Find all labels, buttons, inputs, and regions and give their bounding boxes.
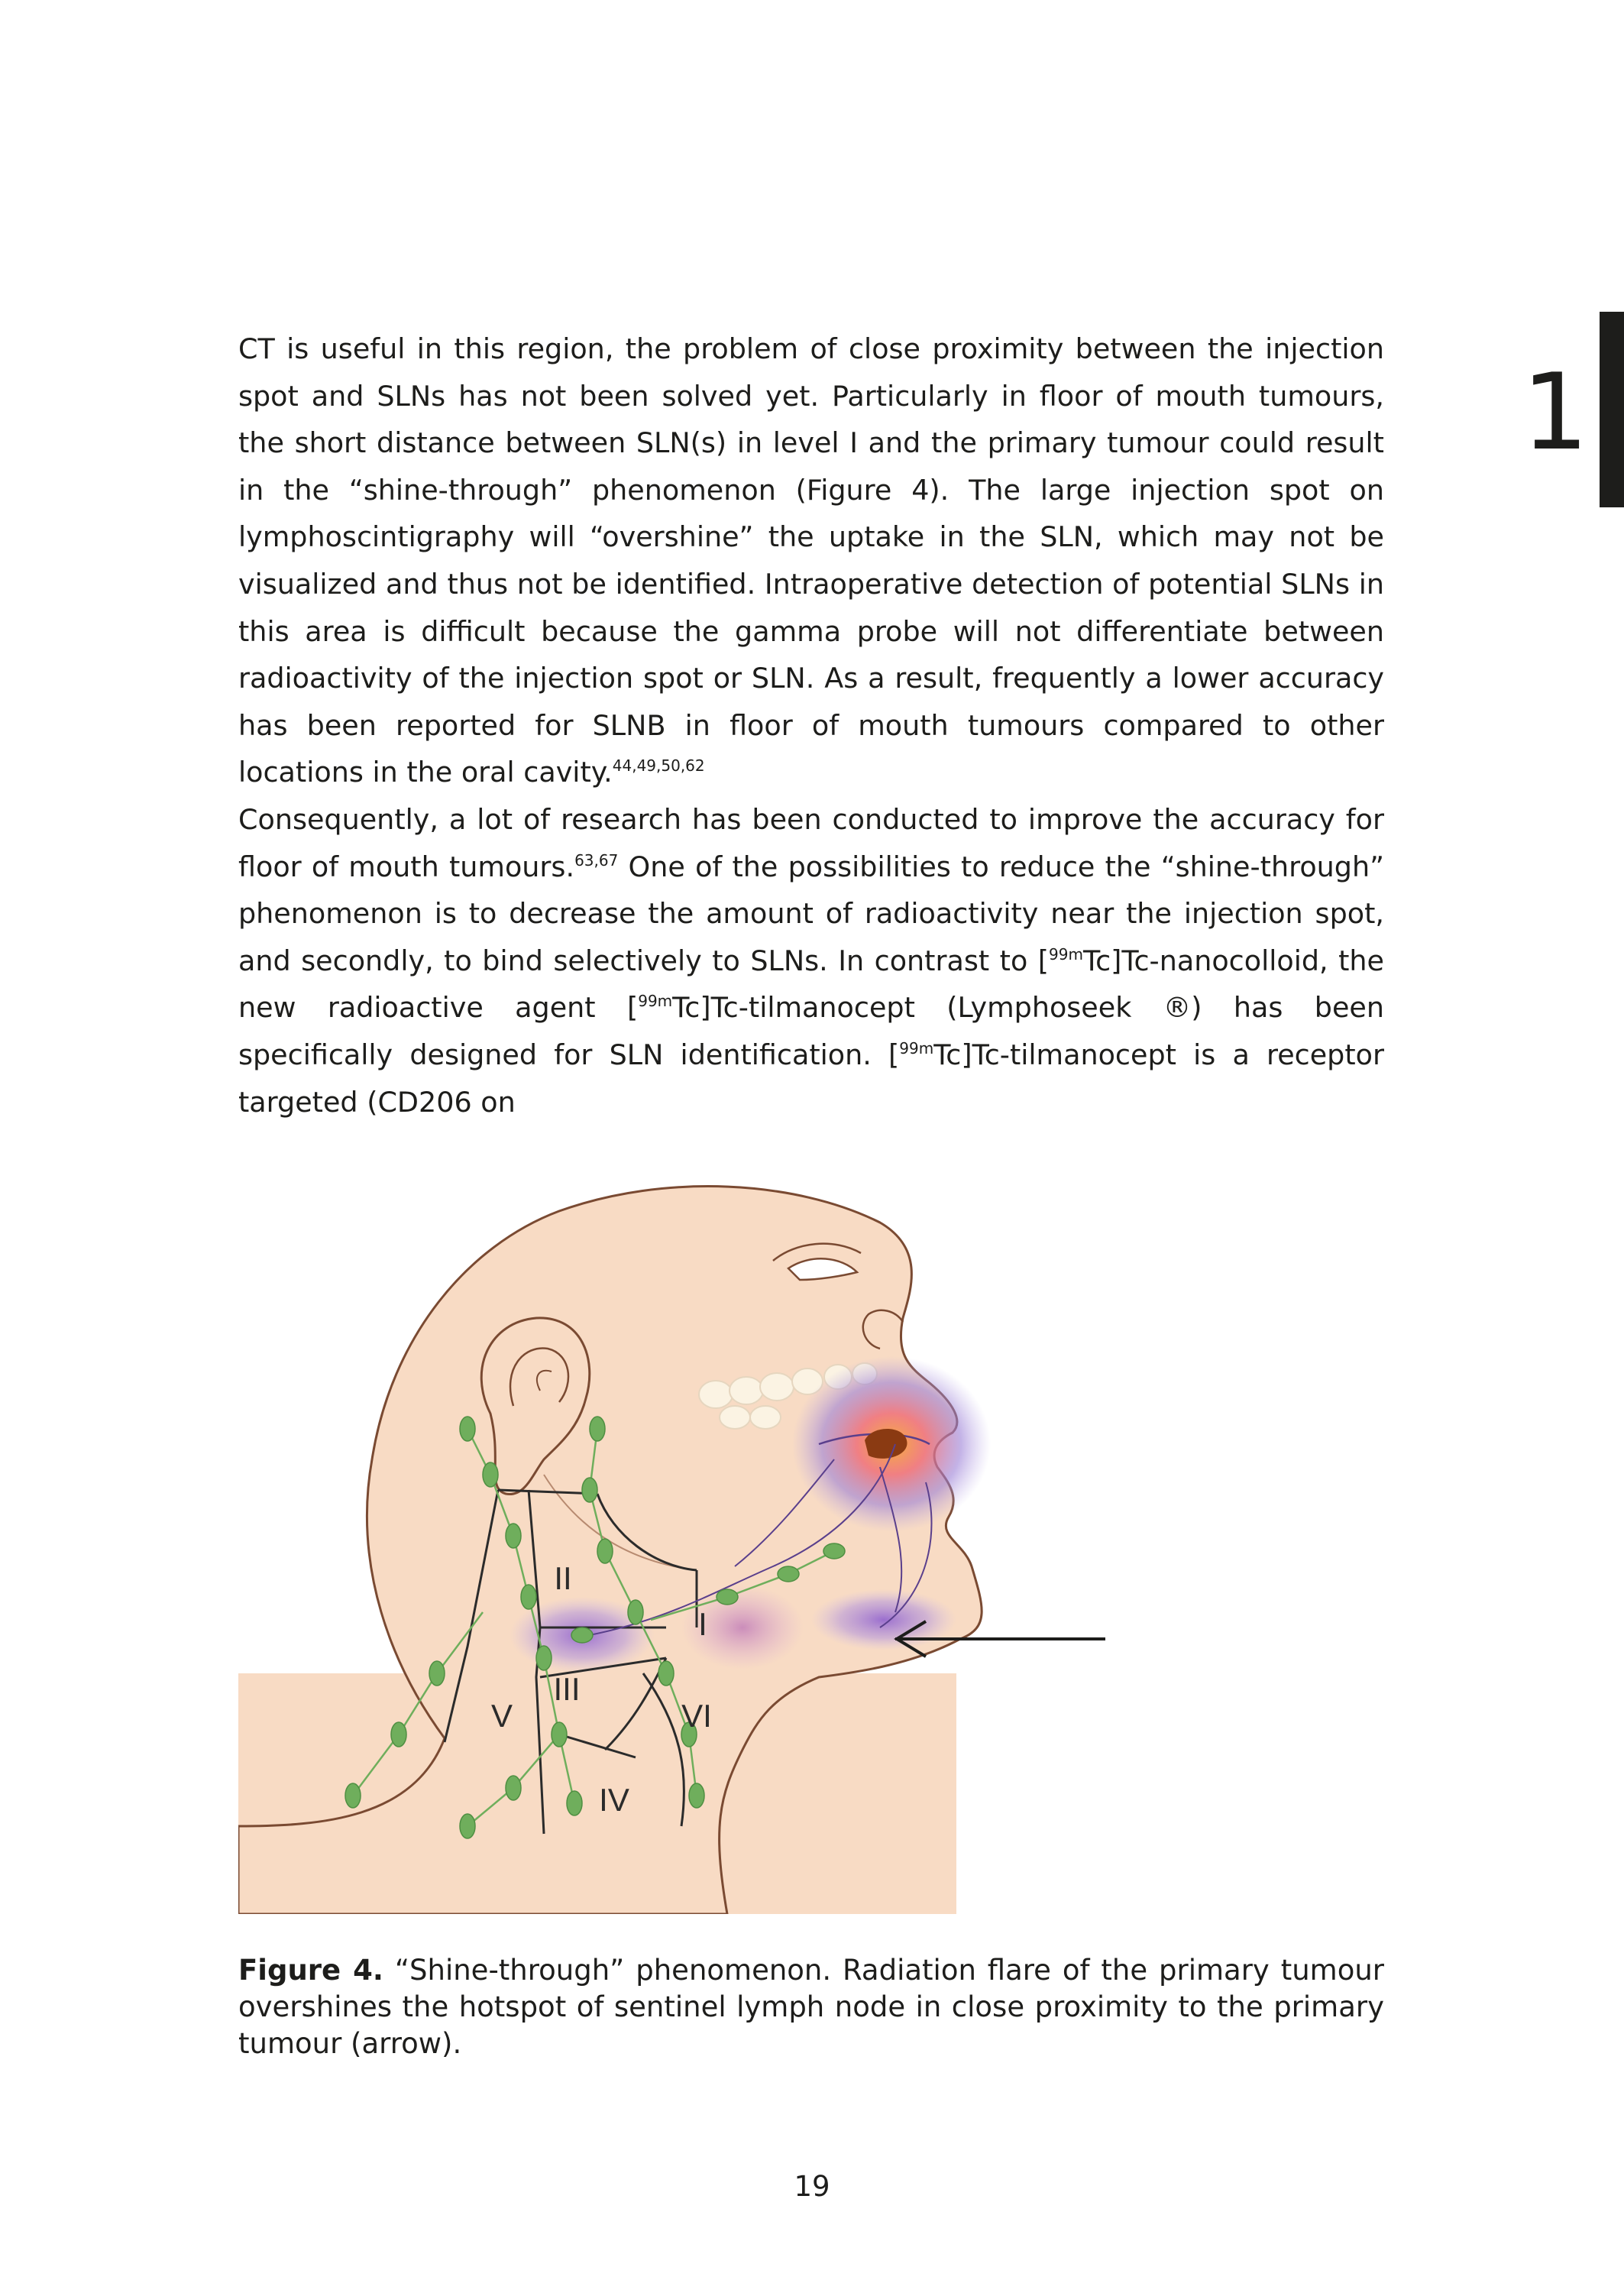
lymph-node [590, 1417, 605, 1441]
lymph-node [582, 1478, 597, 1502]
superscript: 99m [638, 992, 673, 1011]
page-number: 19 [794, 2170, 830, 2203]
lymph-node [429, 1661, 445, 1686]
body-paragraph-2 [238, 796, 1384, 1125]
lymph-node [552, 1722, 567, 1747]
level-label-III: III [553, 1671, 581, 1707]
superscript: 63,67 [574, 850, 619, 870]
superscript: 99m [899, 1038, 934, 1057]
lymph-node [460, 1417, 475, 1441]
level-label-VI: VI [681, 1698, 712, 1734]
lymph-node [567, 1791, 582, 1815]
lymph-node [571, 1627, 593, 1643]
lymph-node [597, 1539, 613, 1563]
text-run: One of the possibilities to reduce the “shine-through” phenomenon is to decrease the amount of radioactivity near the injection spot, and secondly, to bind selectively to SLNs. In contrast to [ [238, 850, 1384, 977]
body-paragraph-1 [238, 325, 1384, 796]
lymph-node [506, 1776, 521, 1800]
text-run: CT is useful in this region, the problem of close proximity between the injection spot and SLNs has not been solved yet. Particularly in floor of mouth tumours, the short distance between SLN(s) in level I and the primary tumour could result in the “shine-through” phenomenon (Figure 4). The large injection spot on lymphoscintigraphy will “overshine” the uptake in the SLN, which may not be visualized and thus not be identified. Intraoperative detection of potential SLNs in this area is difficult because the gamma probe will not differentiate between radioactivity of the injection spot or SLN. As a result, frequently a lower accuracy has been reported for SLNB in floor of mouth tumours compared to other locations in the oral cavity. [238, 332, 1384, 789]
lymph-node [628, 1600, 643, 1624]
figure-caption [238, 1952, 1384, 2062]
text-run: Tc]Tc-tilmanocept (Lymphoseek ®) has been specifically designed for SLN identification. [ [238, 991, 1384, 1071]
lymph-node [345, 1783, 361, 1808]
lymph-node [391, 1722, 406, 1747]
lymph-node [823, 1543, 845, 1559]
level-label-I: I [698, 1606, 707, 1642]
lymph-node [658, 1661, 674, 1686]
level-label-IV: IV [599, 1782, 629, 1818]
lymph-node [483, 1462, 498, 1487]
superscript: 44,49,50,62 [612, 756, 705, 776]
lymph-node [717, 1589, 738, 1605]
lymph-node [689, 1783, 704, 1808]
chapter-number: 1 [1522, 351, 1589, 474]
lymph-node [460, 1814, 475, 1838]
lymph-node [536, 1646, 552, 1670]
figure-caption-label: Figure 4. [238, 1954, 383, 1987]
level-label-V: V [490, 1698, 513, 1734]
lymph-node [521, 1585, 536, 1609]
lymph-node [778, 1566, 799, 1582]
lymph-node [506, 1524, 521, 1548]
chapter-marker-bar [1600, 312, 1624, 507]
superscript: 99m [1049, 944, 1083, 964]
figure-caption-text: “Shine-through” phenomenon. Radiation flare of the primary tumour overshines the hotspot of sentinel lymph node in close proximity to the primary tumour (arrow). [238, 1954, 1384, 2060]
level-label-II: II [554, 1560, 572, 1596]
text-run: Tc]Tc-nanocolloid, the new radioactive agent [ [238, 944, 1384, 1025]
text-run: Tc]Tc-tilmanocept is a receptor targeted (CD206 on [238, 1038, 1384, 1119]
text-run: Consequently, a lot of research has been conducted to improve the accuracy for floor of mouth tumours. [238, 803, 1384, 883]
figure-4-illustration [238, 1138, 1155, 1914]
